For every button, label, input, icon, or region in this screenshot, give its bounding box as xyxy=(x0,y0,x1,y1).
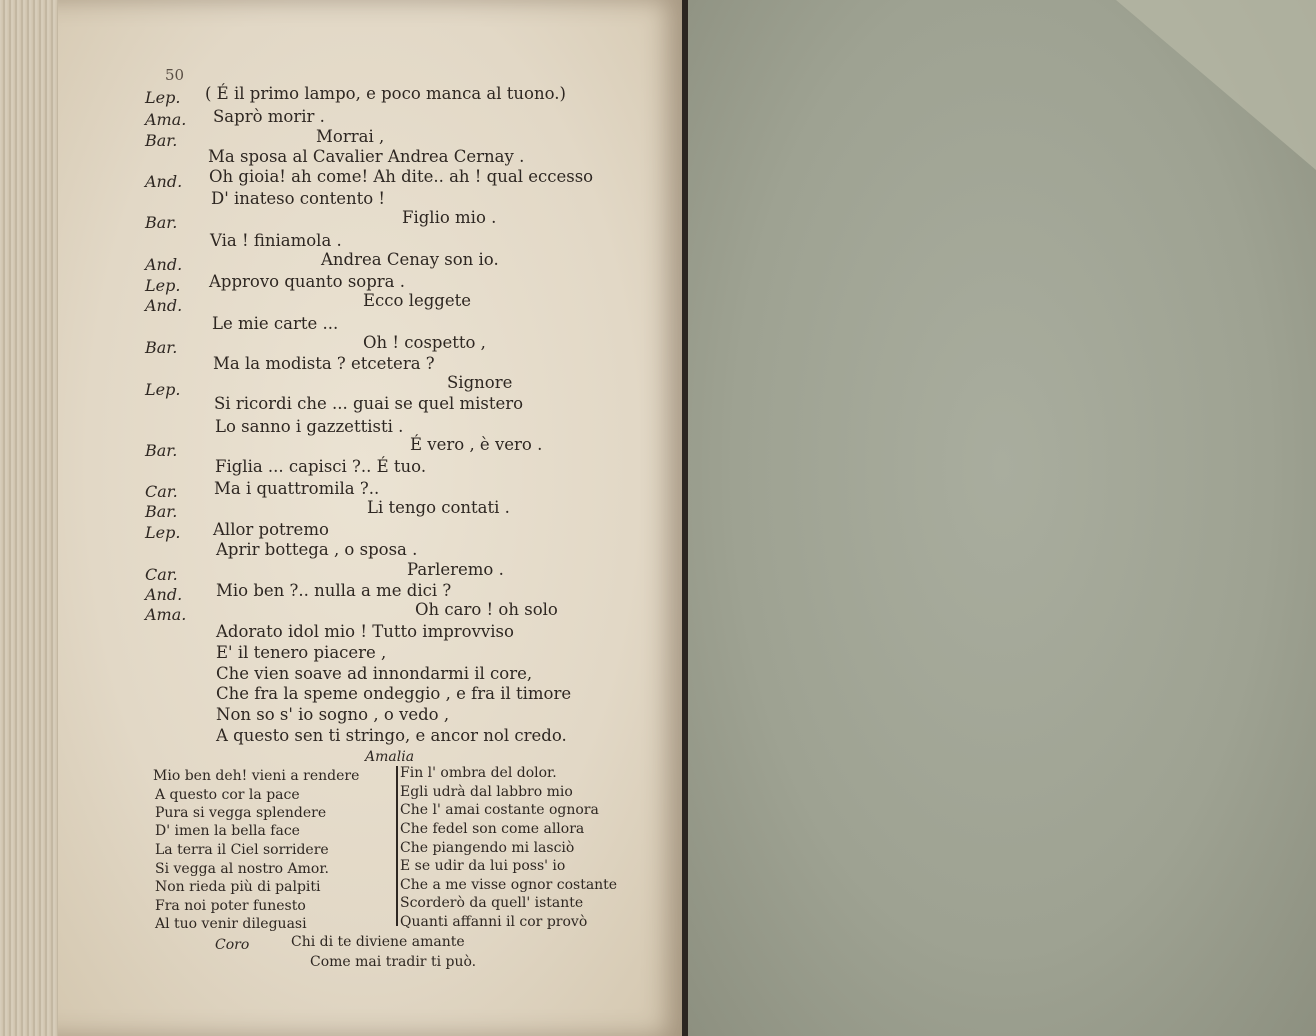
dialogue-line: Ma la modista ? etcetera ? xyxy=(213,354,435,373)
page-edges xyxy=(0,0,58,1036)
aria-right-line: Egli udrà dal labbro mio xyxy=(400,784,573,800)
right-page-blank-endpaper xyxy=(688,0,1316,1036)
speaker: And. xyxy=(145,255,183,274)
dialogue-line: Le mie carte ... xyxy=(212,314,339,333)
dialogue-line: Li tengo contati . xyxy=(367,498,510,517)
speaker: And. xyxy=(145,172,183,191)
speaker: And. xyxy=(145,585,183,604)
aria-right-line: Che l' amai costante ognora xyxy=(400,802,599,818)
dialogue-line: Che vien soave ad innondarmi il core, xyxy=(216,664,533,683)
folded-corner xyxy=(1116,0,1316,170)
dialogue-line: Lo sanno i gazzettisti . xyxy=(215,417,404,436)
dialogue-line: Signore xyxy=(447,373,513,392)
dialogue-line: Oh ! cospetto , xyxy=(363,333,486,352)
speaker: Bar. xyxy=(145,441,178,460)
dialogue-line: Ecco leggete xyxy=(363,291,472,310)
dialogue-line: É vero , è vero . xyxy=(410,435,543,454)
aria-left-line: La terra il Ciel sorridere xyxy=(155,842,329,858)
dialogue-line: Aprir bottega , o sposa . xyxy=(216,540,418,559)
aria-right-line: E se udir da lui poss' io xyxy=(400,858,566,874)
dialogue-line: Approvo quanto sopra . xyxy=(209,272,406,291)
aria-heading: Amalia xyxy=(365,749,415,765)
dialogue-line: Adorato idol mio ! Tutto improvviso xyxy=(216,622,514,641)
aria-left-line: Pura si vegga splendere xyxy=(155,805,327,821)
aria-right-line: Scorderò da quell' istante xyxy=(400,895,584,911)
aria-right-line: Fin l' ombra del dolor. xyxy=(400,765,557,781)
dialogue-line: Non so s' io sogno , o vedo , xyxy=(216,705,450,724)
aria-column-bracket xyxy=(396,766,398,926)
dialogue-line: Morrai , xyxy=(316,127,385,146)
aria-right-line: Quanti affanni il cor provò xyxy=(400,914,588,930)
speaker: Ama. xyxy=(145,605,187,624)
aria-right-line: Che piangendo mi lasciò xyxy=(400,840,575,856)
speaker: Bar. xyxy=(145,338,178,357)
speaker: Lep. xyxy=(145,380,181,399)
dialogue-line: D' inateso contento ! xyxy=(211,189,386,208)
speaker: Lep. xyxy=(145,88,181,107)
aria-right-line: Che fedel son come allora xyxy=(400,821,585,837)
aria-left-line: A questo cor la pace xyxy=(155,787,300,803)
dialogue-line: Che fra la speme ondeggio , e fra il timore xyxy=(216,684,572,703)
aria-left-line: D' imen la bella face xyxy=(155,823,300,839)
dialogue-line: Ma i quattromila ?.. xyxy=(214,479,380,498)
aria-left-line: Mio ben deh! vieni a rendere xyxy=(153,768,360,784)
dialogue-line: Saprò morir . xyxy=(213,107,325,126)
dialogue-line: Ma sposa al Cavalier Andrea Cernay . xyxy=(208,147,525,166)
speaker: Bar. xyxy=(145,213,178,232)
aria-right-line: Che a me visse ognor costante xyxy=(400,877,618,893)
coro-label: Coro xyxy=(215,937,250,953)
speaker: Ama. xyxy=(145,110,187,129)
speaker: Lep. xyxy=(145,523,181,542)
dialogue-line: A questo sen ti stringo, e ancor nol credo. xyxy=(216,726,567,745)
dialogue-line: Figlia ... capisci ?.. É tuo. xyxy=(215,457,427,476)
dialogue-line: Parleremo . xyxy=(407,560,504,579)
dialogue-line: Si ricordi che ... guai se quel mistero xyxy=(214,394,524,413)
aria-left-line: Non rieda più di palpiti xyxy=(155,879,321,895)
dialogue-line: Andrea Cenay son io. xyxy=(321,250,499,269)
coro-line: Chi di te diviene amante xyxy=(291,934,465,950)
dialogue-line: Figlio mio . xyxy=(402,208,497,227)
speaker: Car. xyxy=(145,565,178,584)
speaker: Lep. xyxy=(145,276,181,295)
speaker: Bar. xyxy=(145,131,178,150)
page-number: 50 xyxy=(165,66,185,84)
dialogue-line: ( É il primo lampo, e poco manca al tuono.) xyxy=(205,84,566,103)
dialogue-line: Via ! finiamola . xyxy=(210,231,342,250)
coro-line: Come mai tradir ti può. xyxy=(310,954,477,970)
aria-left-line: Fra noi poter funesto xyxy=(155,898,306,914)
speaker: Bar. xyxy=(145,502,178,521)
aria-left-line: Al tuo venir dileguasi xyxy=(155,916,307,932)
dialogue-line: Mio ben ?.. nulla a me dici ? xyxy=(216,581,452,600)
dialogue-line: E' il tenero piacere , xyxy=(216,643,387,662)
dialogue-line: Allor potremo xyxy=(213,520,329,539)
dialogue-line: Oh gioia! ah come! Ah dite.. ah ! qual eccesso xyxy=(209,167,594,186)
speaker: Car. xyxy=(145,482,178,501)
dialogue-line: Oh caro ! oh solo xyxy=(415,600,558,619)
speaker: And. xyxy=(145,296,183,315)
aria-left-line: Si vegga al nostro Amor. xyxy=(155,861,329,877)
